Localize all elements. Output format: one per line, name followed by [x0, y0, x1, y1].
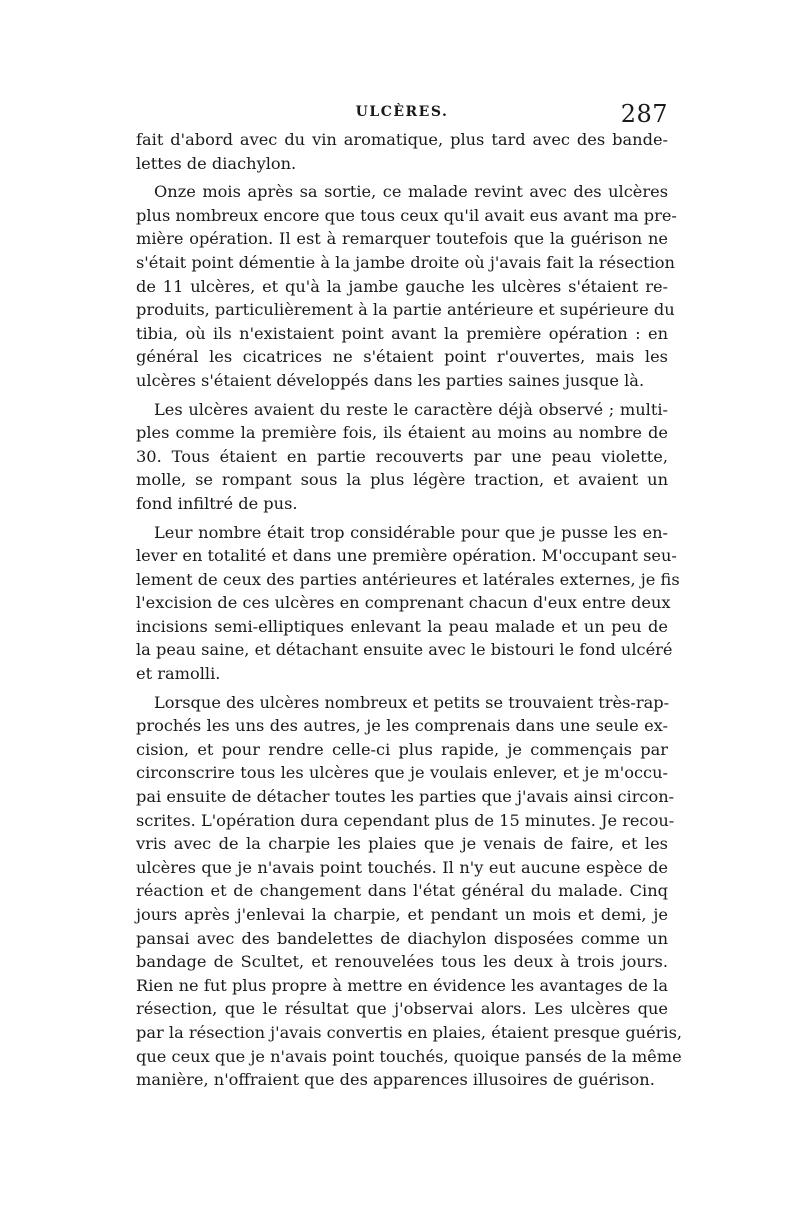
body-text	[136, 128, 683, 1092]
text-line: de 11 ulcères, et qu'à la jambe gauche les ulcères s'étaient re-	[136, 276, 668, 296]
text-line: Leur nombre était trop considérable pour que je pusse les en-	[154, 522, 668, 542]
text-line: réaction et de changement dans l'état général du malade. Cinq	[136, 881, 668, 901]
text-line: général les cicatrices ne s'étaient point r'ouvertes, mais les	[136, 347, 668, 367]
text-line: par la résection j'avais convertis en plaies, étaient presque guéris,	[136, 1022, 683, 1042]
text-line: manière, n'offraient que des apparences illusoires de guérison.	[136, 1070, 655, 1090]
running-title: ULCÈRES.	[355, 104, 449, 120]
text-line: s'était point démentie à la jambe droite où j'avais fait la résection	[136, 252, 675, 272]
text-line: pai ensuite de détacher toutes les parties que j'avais ainsi circon-	[136, 787, 675, 807]
text-line: Lorsque des ulcères nombreux et petits se trouvaient très-rap-	[154, 692, 670, 712]
text-line: la peau saine, et détachant ensuite avec le bistouri le fond ulcéré	[136, 640, 673, 660]
text-line: prochés les uns des autres, je les comprenais dans une seule ex-	[136, 716, 668, 736]
text-line: ples comme la première fois, ils étaient au moins au nombre de	[136, 423, 668, 443]
running-head	[136, 100, 668, 130]
text-line: Rien ne fut plus propre à mettre en évidence les avantages de la	[136, 975, 668, 995]
paragraph	[136, 398, 668, 516]
text-line: ulcères que je n'avais point touchés. Il n'y eut aucune espèce de	[136, 857, 668, 877]
text-line: fond infiltré de pus.	[136, 493, 298, 513]
text-line: l'excision de ces ulcères en comprenant chacun d'eux entre deux	[136, 593, 671, 613]
paragraph	[136, 521, 680, 686]
text-line: bandage de Scultet, et renouvelées tous les deux à trois jours.	[136, 952, 668, 972]
text-line: lever en totalité et dans une première opération. M'occupant seu-	[136, 546, 677, 566]
text-line: pansai avec des bandelettes de diachylon disposées comme un	[136, 928, 668, 948]
text-line: résection, que le résultat que j'observai alors. Les ulcères que	[136, 999, 668, 1019]
text-line: tibia, où ils n'existaient point avant la première opération : en	[136, 323, 668, 343]
text-line: scrites. L'opération dura cependant plus de 15 minutes. Je recou-	[136, 810, 675, 830]
text-line: Onze mois après sa sortie, ce malade revint avec des ulcères	[154, 182, 668, 202]
text-line: cision, et pour rendre celle-ci plus rapide, je commençais par	[136, 739, 668, 759]
text-line: fait d'abord avec du vin aromatique, plus tard avec des bande-	[136, 130, 668, 149]
text-line: produits, particulièrement à la partie antérieure et supérieure du	[136, 300, 675, 320]
text-line: circonscrire tous les ulcères que je voulais enlever, et je m'occu-	[136, 763, 668, 783]
page-number: 287	[620, 100, 668, 128]
text-line: molle, se rompant sous la plus légère traction, et avaient un	[136, 470, 668, 490]
text-line: mière opération. Il est à remarquer toutefois que la guérison ne	[136, 229, 668, 249]
text-line: lettes de diachylon.	[136, 153, 297, 173]
text-line: Les ulcères avaient du reste le caractère déjà observé ; multi-	[154, 399, 668, 419]
text-line: que ceux que je n'avais point touchés, quoique pansés de la même	[136, 1046, 682, 1066]
text-line: lement de ceux des parties antérieures et latérales externes, je fis	[136, 569, 680, 589]
paragraph	[136, 128, 668, 175]
text-line: incisions semi-elliptiques enlevant la peau malade et un peu de	[136, 616, 668, 636]
text-line: ulcères s'étaient développés dans les parties saines jusque là.	[136, 370, 645, 390]
text-line: jours après j'enlevai la charpie, et pendant un mois et demi, je	[136, 905, 668, 924]
paragraph	[136, 180, 677, 392]
text-line: plus nombreux encore que tous ceux qu'il avait eus avant ma pre-	[136, 205, 677, 225]
text-line: 30. Tous étaient en partie recouverts par une peau violette,	[136, 446, 668, 466]
text-line: vris avec de la charpie les plaies que je venais de faire, et les	[136, 834, 668, 854]
paragraph	[136, 691, 683, 1092]
text-line: et ramolli.	[136, 664, 221, 684]
